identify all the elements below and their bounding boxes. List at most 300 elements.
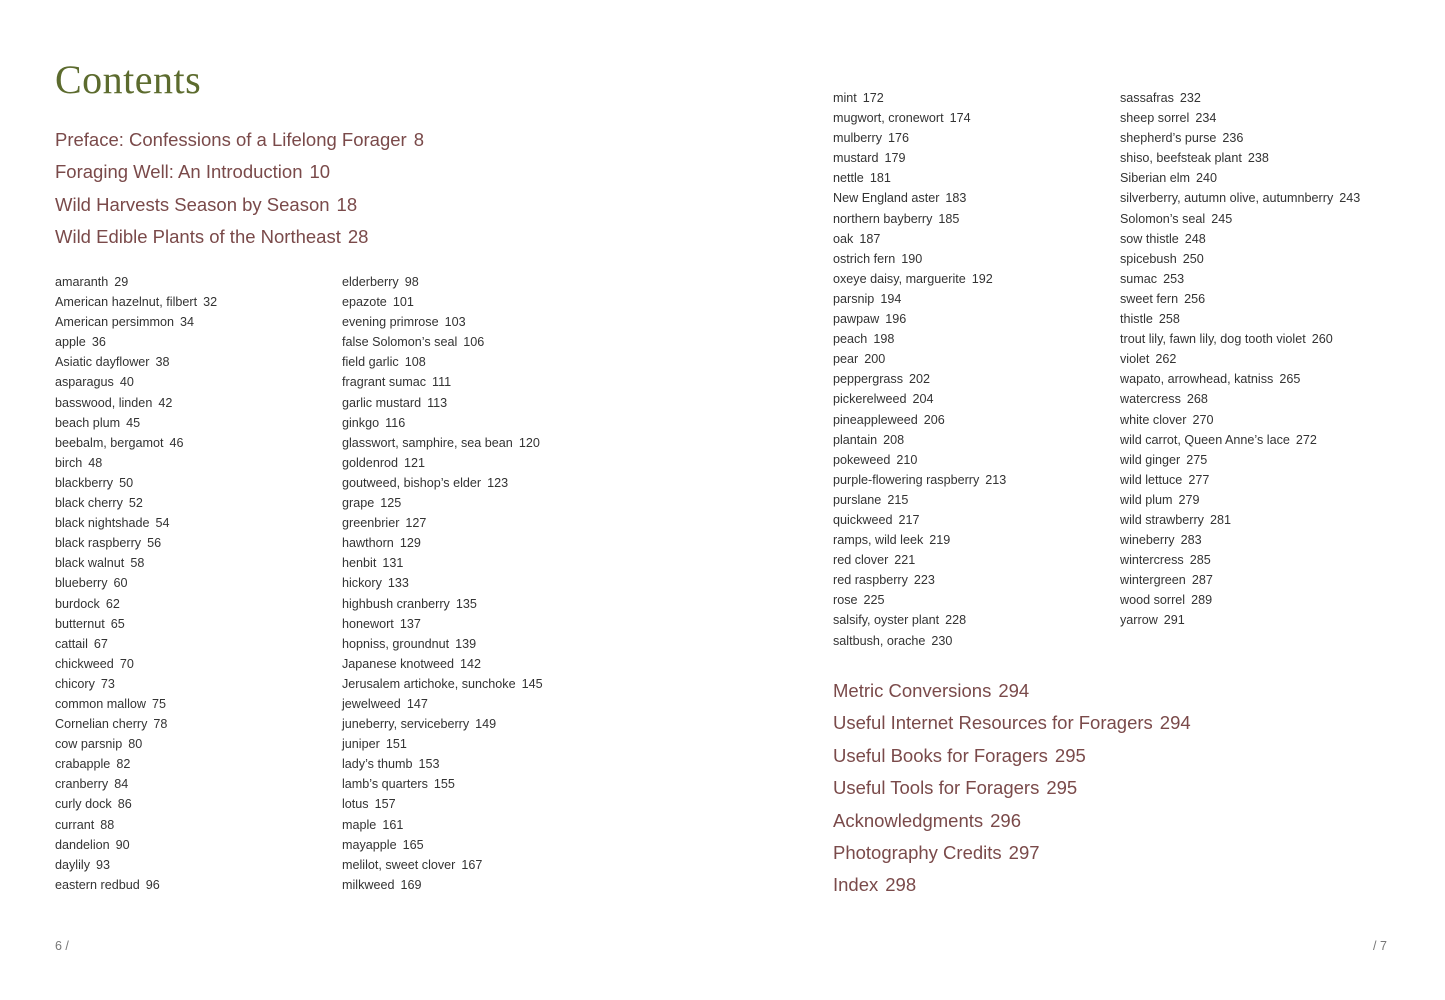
plant-page-number: 204: [912, 392, 934, 407]
toc-plant-entry[interactable]: [833, 349, 1006, 369]
plant-page-number: 250: [1182, 251, 1204, 266]
plant-name: basswood, linden: [55, 395, 153, 410]
toc-plant-entry[interactable]: [342, 473, 543, 493]
plant-page-number: 78: [153, 717, 168, 732]
toc-plant-entry[interactable]: [55, 714, 217, 734]
plant-name: wineberry: [1120, 533, 1175, 548]
toc-plant-entry[interactable]: [55, 674, 217, 694]
toc-plant-entry[interactable]: [342, 875, 543, 895]
plant-name: blackberry: [55, 475, 114, 490]
toc-plant-entry[interactable]: [342, 312, 543, 332]
toc-plant-entry[interactable]: [833, 631, 1006, 651]
plant-page-number: 245: [1211, 211, 1233, 226]
plant-page-number: 88: [100, 817, 115, 832]
toc-plant-entry[interactable]: [342, 493, 543, 513]
plant-name: saltbush, orache: [833, 633, 926, 648]
plant-name: daylily: [55, 857, 90, 872]
plant-page-number: 84: [114, 777, 129, 792]
plant-page-number: 62: [105, 596, 120, 611]
plant-name: pokeweed: [833, 452, 891, 467]
toc-plant-entry[interactable]: [1120, 510, 1360, 530]
toc-plant-entry[interactable]: [833, 309, 1006, 329]
plant-page-number: 221: [894, 553, 916, 568]
toc-plant-entry[interactable]: [833, 289, 1006, 309]
toc-plant-entry[interactable]: [55, 433, 217, 453]
plant-page-number: 223: [913, 573, 935, 588]
plant-page-number: 29: [114, 275, 129, 289]
plant-name: black nightshade: [55, 516, 150, 531]
toc-plant-entry[interactable]: [55, 372, 217, 392]
plant-page-number: 45: [126, 415, 141, 430]
plant-name: highbush cranberry: [342, 596, 450, 611]
toc-plant-entry[interactable]: [342, 835, 543, 855]
toc-plant-entry[interactable]: [833, 269, 1006, 289]
plant-page-number: 56: [147, 536, 162, 551]
plant-page-number: 277: [1188, 472, 1210, 487]
plant-page-number: 101: [392, 295, 414, 310]
plant-name: plantain: [833, 432, 878, 447]
toc-plant-entry[interactable]: [1120, 269, 1360, 289]
toc-plant-entry[interactable]: [342, 714, 543, 734]
plant-name: chickweed: [55, 656, 114, 671]
toc-plant-entry[interactable]: [833, 490, 1006, 510]
plant-name: ostrich fern: [833, 251, 896, 266]
toc-plant-entry[interactable]: [833, 570, 1006, 590]
plant-page-number: 129: [399, 536, 421, 551]
toc-entry-preface[interactable]: Preface: Confessions of a Lifelong Forager 8: [55, 129, 424, 150]
toc-plant-entry[interactable]: [1120, 329, 1360, 349]
plant-page-number: 287: [1191, 573, 1213, 588]
plant-name: pear: [833, 352, 859, 367]
page-number-left: 6 /: [55, 939, 69, 953]
plant-page-number: 147: [406, 696, 428, 711]
plant-name: wild carrot, Queen Anne’s lace: [1120, 432, 1290, 447]
plant-name: maple: [342, 817, 377, 832]
toc-plant-entry[interactable]: [342, 433, 543, 453]
plant-page-number: 234: [1195, 111, 1217, 126]
toc-plant-entry[interactable]: [342, 774, 543, 794]
plant-list-column-1: [55, 272, 217, 895]
toc-plant-entry[interactable]: [342, 372, 543, 392]
toc-entry-wild-harvests[interactable]: Wild Harvests Season by Season 18: [55, 193, 358, 215]
toc-plant-entry[interactable]: [1120, 88, 1360, 108]
plant-name: yarrow: [1120, 613, 1158, 628]
plant-page-number: 176: [888, 131, 910, 146]
plant-page-number: 90: [115, 837, 130, 852]
plant-page-number: 145: [521, 676, 543, 691]
toc-plant-entry[interactable]: [1120, 209, 1360, 229]
toc-plant-entry[interactable]: [1120, 309, 1360, 329]
plant-page-number: 135: [455, 596, 477, 611]
toc-plant-entry[interactable]: [342, 393, 543, 413]
plant-name: hopniss, groundnut: [342, 636, 450, 651]
plant-name: red clover: [833, 553, 889, 568]
toc-plant-entry[interactable]: [1120, 450, 1360, 470]
toc-plant-entry[interactable]: [55, 312, 217, 332]
page-number-right: / 7: [1373, 939, 1387, 953]
plant-page-number: 179: [884, 151, 906, 166]
plant-name: juniper: [342, 737, 380, 752]
plant-page-number: 103: [444, 315, 466, 330]
plant-page-number: 243: [1339, 191, 1361, 206]
toc-plant-entry[interactable]: [1120, 369, 1360, 389]
toc-plant-entry[interactable]: [55, 553, 217, 573]
plant-page-number: 258: [1158, 312, 1180, 327]
plant-page-number: 113: [427, 395, 448, 410]
toc-plant-entry[interactable]: [1120, 249, 1360, 269]
plant-name: garlic mustard: [342, 395, 422, 410]
toc-plant-entry[interactable]: [833, 410, 1006, 430]
plant-name: hawthorn: [342, 536, 394, 551]
plant-name: peppergrass: [833, 372, 904, 387]
back-matter-list: [833, 675, 1191, 902]
plant-page-number: 196: [885, 312, 907, 327]
plant-name: American hazelnut, filbert: [55, 295, 198, 310]
toc-plant-entry[interactable]: [833, 590, 1006, 610]
toc-plant-entry[interactable]: [342, 332, 543, 352]
toc-entry-index[interactable]: Index 298: [833, 874, 917, 896]
plant-page-number: 167: [461, 857, 483, 872]
toc-plant-entry[interactable]: [342, 573, 543, 593]
toc-plant-entry[interactable]: [1120, 188, 1360, 208]
page-title: Contents: [55, 57, 202, 102]
toc-plant-entry[interactable]: [55, 774, 217, 794]
toc-plant-entry[interactable]: [342, 594, 543, 614]
plant-page-number: 106: [463, 335, 485, 350]
plant-page-number: 236: [1222, 131, 1244, 146]
plant-page-number: 262: [1155, 352, 1177, 367]
toc-plant-entry[interactable]: [1120, 389, 1360, 409]
plant-page-number: 185: [938, 211, 960, 226]
toc-plant-entry[interactable]: [55, 352, 217, 372]
plant-page-number: 285: [1189, 553, 1211, 568]
plant-name: black raspberry: [55, 536, 142, 551]
plant-name: cow parsnip: [55, 737, 123, 752]
plant-page-number: 70: [119, 656, 134, 671]
plant-page-number: 38: [155, 355, 170, 370]
toc-plant-entry[interactable]: [1120, 128, 1360, 148]
plant-page-number: 260: [1311, 332, 1333, 347]
plant-name: eastern redbud: [55, 877, 140, 892]
plant-page-number: 240: [1196, 171, 1218, 186]
toc-plant-entry[interactable]: [55, 272, 217, 292]
plant-name: cranberry: [55, 777, 109, 792]
plant-page-number: 268: [1186, 392, 1208, 407]
plant-name: silverberry, autumn olive, autumnberry: [1120, 191, 1334, 206]
plant-page-number: 232: [1179, 91, 1201, 105]
plant-name: beebalm, bergamot: [55, 435, 164, 450]
plant-page-number: 265: [1279, 372, 1301, 387]
plant-page-number: 281: [1209, 512, 1231, 527]
plant-name: jewelweed: [342, 696, 401, 711]
plant-page-number: 272: [1295, 432, 1317, 447]
plant-name: pawpaw: [833, 312, 880, 327]
plant-name: currant: [55, 817, 95, 832]
plant-page-number: 46: [169, 435, 184, 450]
plant-page-number: 34: [179, 315, 194, 330]
plant-name: Solomon’s seal: [1120, 211, 1206, 226]
toc-plant-entry[interactable]: [1120, 229, 1360, 249]
toc-plant-entry[interactable]: [55, 413, 217, 433]
toc-plant-entry[interactable]: [1120, 349, 1360, 369]
plant-page-number: 157: [374, 797, 396, 812]
toc-plant-entry[interactable]: [342, 453, 543, 473]
front-matter-list: [55, 124, 424, 254]
plant-name: wild ginger: [1120, 452, 1181, 467]
toc-plant-entry[interactable]: [1120, 289, 1360, 309]
toc-plant-entry[interactable]: [55, 794, 217, 814]
plant-name: birch: [55, 455, 83, 470]
toc-plant-entry[interactable]: [833, 209, 1006, 229]
plant-name: blueberry: [55, 576, 108, 591]
toc-plant-entry[interactable]: [342, 855, 543, 875]
toc-plant-entry[interactable]: [342, 513, 543, 533]
toc-plant-entry[interactable]: [833, 530, 1006, 550]
plant-page-number: 108: [404, 355, 426, 370]
toc-plant-entry[interactable]: [55, 614, 217, 634]
toc-plant-entry[interactable]: [1120, 148, 1360, 168]
plant-page-number: 200: [864, 352, 886, 367]
toc-entry-foraging-well[interactable]: Foraging Well: An Introduction 10: [55, 161, 331, 183]
plant-name: melilot, sweet clover: [342, 857, 456, 872]
toc-plant-entry[interactable]: [1120, 410, 1360, 430]
plant-name: mayapple: [342, 837, 397, 852]
toc-entry-wild-edible-plants[interactable]: Wild Edible Plants of the Northeast 28: [55, 226, 369, 248]
toc-plant-entry[interactable]: [833, 329, 1006, 349]
plant-page-number: 198: [873, 332, 895, 347]
plant-page-number: 86: [117, 797, 132, 812]
toc-plant-entry[interactable]: [55, 292, 217, 312]
plant-page-number: 275: [1186, 452, 1208, 467]
plant-name: wintercress: [1120, 553, 1184, 568]
plant-name: trout lily, fawn lily, dog tooth violet: [1120, 332, 1306, 347]
plant-name: oxeye daisy, marguerite: [833, 271, 966, 286]
plant-page-number: 50: [119, 475, 134, 490]
toc-entry-photography-credits[interactable]: Photography Credits 297: [833, 842, 1040, 864]
plant-name: shiso, beefsteak plant: [1120, 151, 1242, 166]
plant-name: purslane: [833, 492, 882, 507]
plant-name: sumac: [1120, 271, 1158, 286]
plant-page-number: 131: [382, 556, 404, 571]
plant-page-number: 67: [93, 636, 108, 651]
toc-plant-entry[interactable]: [55, 754, 217, 774]
toc-plant-entry[interactable]: [833, 108, 1006, 128]
plant-name: ramps, wild leek: [833, 533, 924, 548]
toc-entry-useful-books[interactable]: Useful Books for Foragers 295: [833, 744, 1086, 766]
toc-plant-entry[interactable]: [55, 835, 217, 855]
plant-name: henbit: [342, 556, 377, 571]
plant-list-column-4: [1120, 88, 1360, 631]
toc-plant-entry[interactable]: [342, 734, 543, 754]
toc-plant-entry[interactable]: [55, 815, 217, 835]
toc-plant-entry[interactable]: [55, 393, 217, 413]
toc-plant-entry[interactable]: [342, 815, 543, 835]
toc-plant-entry[interactable]: [342, 614, 543, 634]
plant-name: burdock: [55, 596, 100, 611]
plant-page-number: 217: [898, 512, 920, 527]
toc-entry-acknowledgments[interactable]: Acknowledgments 296: [833, 809, 1022, 831]
plant-name: Jerusalem artichoke, sunchoke: [342, 676, 516, 691]
plant-name: grape: [342, 496, 375, 511]
plant-name: mustard: [833, 151, 879, 166]
plant-name: curly dock: [55, 797, 112, 812]
toc-entry-internet-resources[interactable]: Useful Internet Resources for Foragers 294: [833, 712, 1191, 734]
toc-plant-entry[interactable]: [342, 694, 543, 714]
plant-page-number: 256: [1184, 291, 1206, 306]
toc-plant-entry[interactable]: [1120, 430, 1360, 450]
plant-name: lotus: [342, 797, 369, 812]
plant-name: dandelion: [55, 837, 110, 852]
toc-plant-entry[interactable]: [55, 473, 217, 493]
toc-plant-entry[interactable]: [1120, 168, 1360, 188]
toc-plant-entry[interactable]: [55, 875, 217, 895]
toc-plant-entry[interactable]: [833, 550, 1006, 570]
right-page: [722, 0, 1445, 1000]
toc-plant-entry[interactable]: [55, 654, 217, 674]
plant-name: goldenrod: [342, 455, 399, 470]
plant-name: elderberry: [342, 275, 399, 289]
plant-page-number: 32: [203, 295, 218, 310]
toc-plant-entry[interactable]: [1120, 590, 1360, 610]
plant-page-number: 93: [96, 857, 111, 872]
plant-name: rose: [833, 593, 858, 608]
plant-name: lamb’s quarters: [342, 777, 428, 792]
toc-plant-entry[interactable]: [342, 794, 543, 814]
toc-entry-useful-tools[interactable]: Useful Tools for Foragers 295: [833, 777, 1078, 799]
plant-name: false Solomon’s seal: [342, 335, 458, 350]
toc-plant-entry[interactable]: [55, 734, 217, 754]
toc-entry-metric-conversions[interactable]: Metric Conversions 294: [833, 680, 1030, 701]
plant-name: American persimmon: [55, 315, 174, 330]
plant-page-number: 174: [949, 111, 971, 126]
toc-plant-entry[interactable]: [833, 88, 1006, 108]
toc-plant-entry[interactable]: [342, 352, 543, 372]
toc-plant-entry[interactable]: [55, 493, 217, 513]
toc-plant-entry[interactable]: [833, 229, 1006, 249]
plant-name: Cornelian cherry: [55, 717, 148, 732]
toc-plant-entry[interactable]: [342, 553, 543, 573]
toc-plant-entry[interactable]: [55, 634, 217, 654]
toc-plant-entry[interactable]: [342, 754, 543, 774]
plant-page-number: 181: [869, 171, 891, 186]
plant-page-number: 215: [887, 492, 909, 507]
plant-name: butternut: [55, 616, 105, 631]
plant-name: field garlic: [342, 355, 399, 370]
plant-name: mulberry: [833, 131, 882, 146]
toc-plant-entry[interactable]: [342, 413, 543, 433]
toc-plant-entry[interactable]: [55, 594, 217, 614]
toc-plant-entry[interactable]: [1120, 570, 1360, 590]
toc-plant-entry[interactable]: [833, 369, 1006, 389]
plant-name: mint: [833, 91, 857, 105]
plant-page-number: 291: [1163, 613, 1185, 628]
toc-plant-entry[interactable]: [342, 292, 543, 312]
plant-name: Siberian elm: [1120, 171, 1190, 186]
plant-page-number: 111: [432, 375, 452, 390]
toc-plant-entry[interactable]: [1120, 550, 1360, 570]
toc-plant-entry[interactable]: [833, 249, 1006, 269]
toc-plant-entry[interactable]: [833, 510, 1006, 530]
toc-plant-entry[interactable]: [833, 610, 1006, 630]
plant-name: glasswort, samphire, sea bean: [342, 435, 513, 450]
toc-plant-entry[interactable]: [55, 573, 217, 593]
plant-page-number: 48: [88, 455, 103, 470]
plant-name: pickerelweed: [833, 392, 907, 407]
plant-page-number: 172: [862, 91, 884, 105]
plant-page-number: 248: [1184, 231, 1206, 246]
plant-name: spicebush: [1120, 251, 1177, 266]
plant-page-number: 270: [1192, 412, 1214, 427]
plant-page-number: 65: [110, 616, 125, 631]
toc-plant-entry[interactable]: [1120, 470, 1360, 490]
plant-name: milkweed: [342, 877, 395, 892]
toc-plant-entry[interactable]: [833, 168, 1006, 188]
plant-name: salsify, oyster plant: [833, 613, 940, 628]
plant-page-number: 219: [929, 533, 951, 548]
toc-plant-entry[interactable]: [1120, 530, 1360, 550]
toc-plant-entry[interactable]: [55, 694, 217, 714]
toc-plant-entry[interactable]: [342, 533, 543, 553]
plant-page-number: 123: [487, 475, 509, 490]
toc-plant-entry[interactable]: [55, 332, 217, 352]
plant-name: oak: [833, 231, 854, 246]
plant-name: Asiatic dayflower: [55, 355, 150, 370]
plant-page-number: 165: [402, 837, 424, 852]
toc-plant-entry[interactable]: [1120, 490, 1360, 510]
plant-name: epazote: [342, 295, 387, 310]
plant-page-number: 58: [130, 556, 145, 571]
toc-plant-entry[interactable]: [833, 450, 1006, 470]
toc-plant-entry[interactable]: [342, 674, 543, 694]
toc-plant-entry[interactable]: [55, 513, 217, 533]
plant-page-number: 82: [116, 757, 131, 772]
plant-page-number: 42: [158, 395, 173, 410]
plant-page-number: 213: [985, 472, 1007, 487]
plant-page-number: 133: [387, 576, 409, 591]
toc-plant-entry[interactable]: [342, 634, 543, 654]
plant-name: parsnip: [833, 291, 875, 306]
toc-plant-entry[interactable]: [833, 430, 1006, 450]
toc-plant-entry[interactable]: [55, 855, 217, 875]
plant-name: ginkgo: [342, 415, 380, 430]
plant-name: peach: [833, 332, 868, 347]
toc-plant-entry[interactable]: [833, 148, 1006, 168]
plant-page-number: 98: [404, 275, 419, 289]
plant-name: white clover: [1120, 412, 1187, 427]
toc-plant-entry[interactable]: [1120, 108, 1360, 128]
toc-plant-entry[interactable]: [342, 654, 543, 674]
plant-page-number: 253: [1163, 271, 1185, 286]
plant-name: black walnut: [55, 556, 125, 571]
plant-name: black cherry: [55, 496, 123, 511]
plant-page-number: 202: [909, 372, 931, 387]
toc-plant-entry[interactable]: [55, 453, 217, 473]
toc-plant-entry[interactable]: [833, 188, 1006, 208]
plant-name: honewort: [342, 616, 394, 631]
plant-page-number: 155: [433, 777, 455, 792]
toc-plant-entry[interactable]: [833, 128, 1006, 148]
toc-plant-entry[interactable]: [1120, 610, 1360, 630]
toc-plant-entry[interactable]: [833, 389, 1006, 409]
plant-page-number: 283: [1180, 533, 1202, 548]
plant-page-number: 75: [151, 696, 166, 711]
toc-plant-entry[interactable]: [55, 533, 217, 553]
toc-plant-entry[interactable]: [833, 470, 1006, 490]
plant-name: beach plum: [55, 415, 121, 430]
toc-plant-entry[interactable]: [342, 272, 543, 292]
plant-name: sassafras: [1120, 91, 1174, 105]
plant-name: red raspberry: [833, 573, 908, 588]
